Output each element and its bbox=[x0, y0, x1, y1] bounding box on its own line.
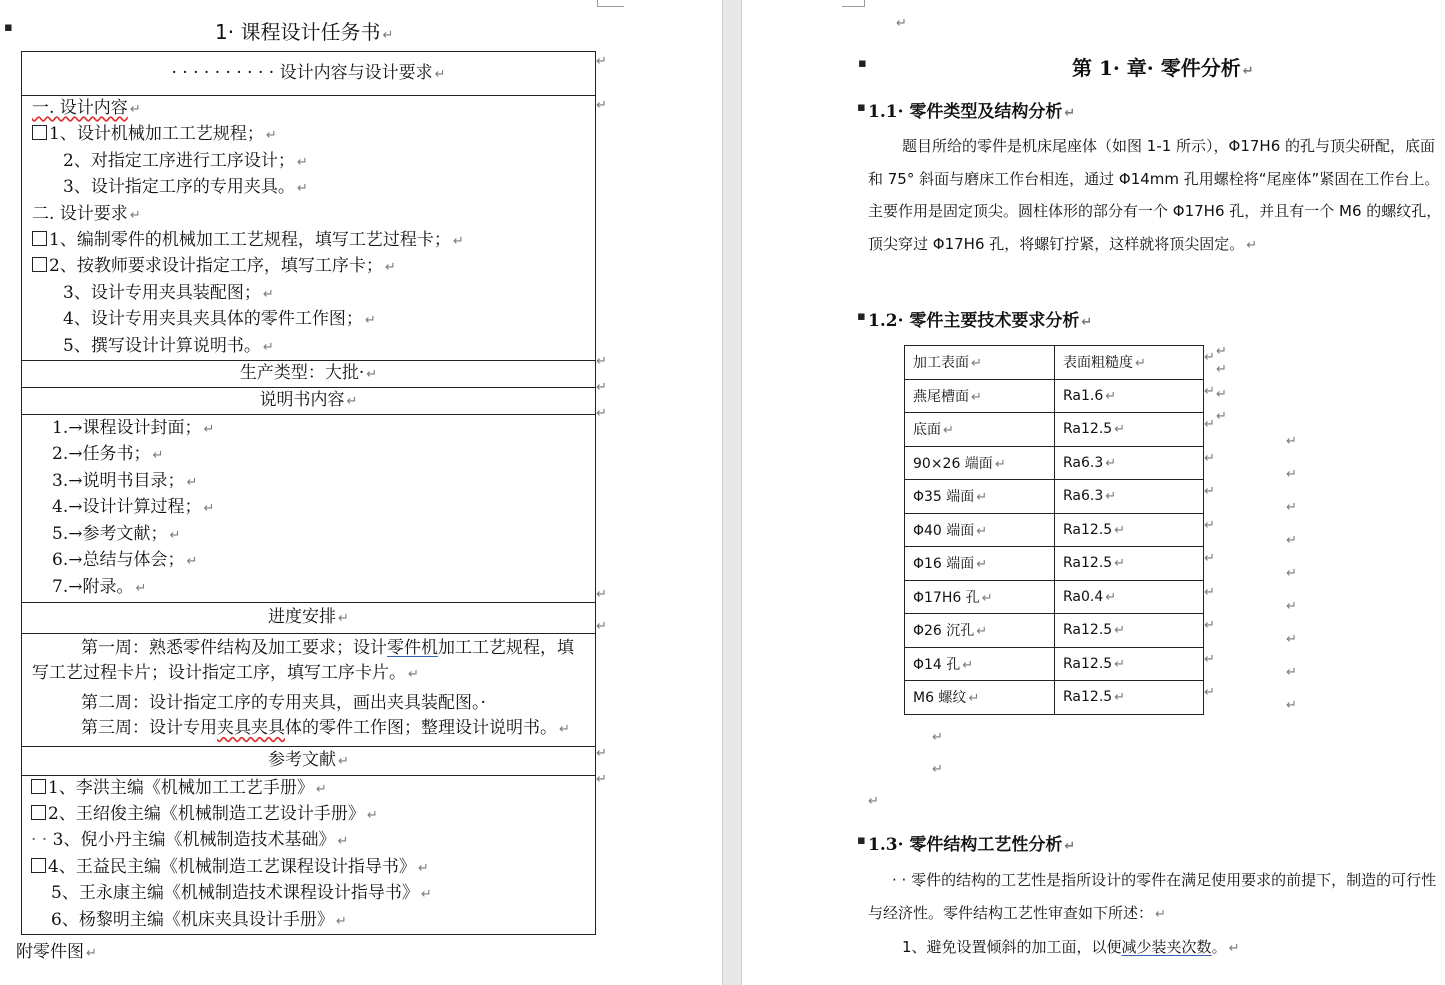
manual-header-cell[interactable]: 说明书内容 ↵ bbox=[22, 388, 596, 415]
line-text: 燕尾槽面 bbox=[913, 388, 969, 405]
schedule-header-cell[interactable]: 进度安排 ↵ bbox=[22, 602, 596, 633]
design-content-line[interactable] bbox=[32, 96, 595, 122]
section-heading-1-1[interactable]: 1.1· 零件类型及结构分析 ↵ bbox=[868, 102, 1076, 122]
checkbox-icon[interactable] bbox=[31, 858, 46, 873]
leader-dots: · · bbox=[31, 830, 53, 851]
roughness-cell[interactable] bbox=[1055, 580, 1204, 614]
paragraph-mark: ↵ bbox=[971, 389, 982, 405]
reference-item[interactable] bbox=[31, 881, 595, 907]
paragraph-mark: ↵ bbox=[152, 448, 164, 464]
line-text: 4、王益民主编《机械制造工艺课程设计指导书》 bbox=[48, 856, 416, 877]
line-text: 一. 设计内容 bbox=[32, 98, 128, 118]
line-text: Ra12.5 bbox=[1063, 555, 1113, 572]
schedule-cell[interactable] bbox=[22, 633, 596, 746]
paragraph-mark: ↵ bbox=[976, 557, 988, 573]
roughness-cell[interactable] bbox=[1055, 513, 1204, 547]
design-content-line[interactable] bbox=[32, 122, 595, 148]
design-content-line[interactable] bbox=[32, 307, 595, 333]
design-content-line[interactable] bbox=[32, 281, 595, 307]
line-text: 7.→附录。 bbox=[52, 576, 134, 597]
line-text: Ra12.5 bbox=[1063, 521, 1113, 538]
line-text: 5、撰写设计计算说明书。 bbox=[63, 335, 261, 356]
manual-list-item[interactable] bbox=[52, 495, 595, 521]
paragraph-mark: ↵ bbox=[1105, 388, 1117, 404]
manual-list-item[interactable] bbox=[52, 575, 595, 601]
roughness-cell[interactable] bbox=[1055, 647, 1204, 681]
paragraph-mark: ↵ bbox=[129, 207, 141, 223]
manual-items-cell[interactable] bbox=[22, 415, 596, 603]
paragraph-mark: ↵ bbox=[135, 580, 147, 596]
roughness-cell[interactable] bbox=[1055, 681, 1204, 715]
surface-cell[interactable] bbox=[905, 614, 1055, 648]
manual-list-item[interactable] bbox=[52, 522, 595, 548]
checkbox-icon[interactable] bbox=[32, 231, 47, 246]
line-text: Ra12.5 bbox=[1063, 655, 1113, 672]
section-1-3-paragraph[interactable]: · · 零件的结构的工艺性是指所设计的零件在满足使用要求的前提下，制造的可行性与经济性。零件结构工艺性审查如下所述： ↵ 1、避免设置倾斜的加工面，以便减少装夹次数。 ↵ bbox=[868, 864, 1445, 966]
line-text: Ra6.3 bbox=[1063, 454, 1104, 471]
page-corner-mark bbox=[597, 0, 624, 7]
line-text: Ra12.5 bbox=[1063, 421, 1113, 438]
line-text: 3.→说明书目录； bbox=[52, 470, 185, 491]
roughness-cell[interactable] bbox=[1055, 614, 1204, 648]
manual-list-item[interactable] bbox=[52, 548, 595, 574]
table-row bbox=[905, 580, 1204, 614]
paragraph-mark: ↵ bbox=[452, 234, 464, 250]
reference-item[interactable] bbox=[31, 855, 595, 881]
surface-cell[interactable] bbox=[905, 480, 1055, 514]
design-content-line[interactable] bbox=[32, 254, 595, 280]
line-text: 1、李洪主编《机械加工工艺手册》 bbox=[48, 777, 314, 798]
paragraph-mark: ↵ bbox=[976, 490, 988, 506]
appendix-label[interactable]: 附零件图 ↵ bbox=[16, 942, 97, 962]
line-text: Φ35 端面 bbox=[913, 489, 975, 506]
paragraph-mark: ↵ bbox=[968, 691, 980, 707]
paragraph-mark: ↵ bbox=[186, 474, 198, 490]
paragraph-mark: ↵ bbox=[262, 286, 274, 302]
line-text: 4、设计专用夹具夹具体的零件工作图； bbox=[63, 309, 363, 330]
line-text: Ra6.3 bbox=[1063, 488, 1104, 505]
chapter-title[interactable]: 第 1· 章· 零件分析 ↵ bbox=[1072, 56, 1254, 80]
table-row bbox=[905, 513, 1204, 547]
document-page-left: ▪ 1· 课程设计任务书 ↵ · · · · · · · · · · 设计内容与设计要求 ↵ 一. 设计内容 ↵ 1、设计机械加工工艺规程； ↵ 2、对指定工序进行工序设计； ↵ 3、设计指定工序的专用夹具。 ↵ 二. 设计要求 ↵ 1、编制零件的机械加工工艺规程，填写工艺过程卡； ↵ 2、按教师要求设计指定工序，填写工序卡； ↵ 3、设计专用夹具装配图； ↵ 4、设计专用夹具夹具体的零件工作图； ↵ 5、撰写设计计算说明书。 ↵ 生产类型：大批· ↵ 说明书内容 ↵ 1.→课程设计封面； ↵ 2.→任务书； ↵ 3.→说明书目录； ↵ 4.→设计计算过程； ↵ 5.→参考文献； ↵ 6.→总结与体会； ↵ 7.→附录。 ↵ 进度安排 ↵ 第一周：熟悉零件结构及加工要求；设计零件机加工工艺规程，填写工艺过程卡片；设计指定工序，填写工序卡片。 ↵ 第二周：设计指定工序的专用夹具，画出夹具装配图。· 第三周：设计专用夹具夹具体的零件工作图；整理设计说明书。 ↵ 参考文献 ↵ 1、李洪主编《机械加工工艺手册》 ↵ 2、王绍俊主编《机械制造工艺设计手册》 ↵ · · 3、倪小丹主编《机械制造技术基础》 ↵ 4、王益民主编《机械制造工艺课程设计指导书》 ↵ 5、王永康主编《机械制造技术课程设计指导书》 ↵ 6、杨黎明主编《机床夹具设计手册》 ↵ ↵ ↵ ↵ ↵ ↵ ↵ ↵ ↵ ↵ 附零件图 ↵ bbox=[0, 0, 722, 985]
paragraph-mark: ↵ bbox=[1105, 589, 1117, 605]
paragraph-mark: ↵ bbox=[1105, 489, 1117, 505]
line-text: 2、对指定工序进行工序设计； bbox=[63, 150, 295, 171]
roughness-cell[interactable] bbox=[1055, 480, 1204, 514]
table-row bbox=[905, 446, 1204, 480]
line-text: Φ17H6 孔 bbox=[913, 589, 980, 606]
section-heading-1-2[interactable]: 1.2· 零件主要技术要求分析 ↵ bbox=[868, 311, 1093, 331]
references-cell[interactable] bbox=[22, 775, 596, 934]
reference-item[interactable] bbox=[31, 908, 595, 934]
checkbox-icon[interactable] bbox=[32, 125, 47, 140]
paragraph-mark: ↵ bbox=[976, 624, 988, 640]
paragraph-mark: ↵ bbox=[296, 181, 308, 197]
paragraph-mark: ↵ bbox=[335, 913, 347, 929]
line-text: 3、设计专用夹具装配图； bbox=[63, 282, 261, 303]
bullet-mark: ▪ bbox=[858, 56, 867, 71]
paragraph-mark: ↵ bbox=[296, 154, 308, 170]
line-text: 5.→参考文献； bbox=[52, 523, 168, 544]
manual-list-item[interactable] bbox=[52, 416, 595, 442]
production-type-cell[interactable]: 生产类型：大批· ↵ bbox=[22, 361, 596, 388]
bullet-mark: ▪ bbox=[857, 833, 866, 848]
schedule-week-2: 第二周：设计指定工序的专用夹具，画出夹具装配图。· bbox=[81, 692, 486, 713]
surface-cell[interactable] bbox=[905, 513, 1055, 547]
reference-item[interactable] bbox=[31, 802, 595, 828]
page-gutter bbox=[722, 0, 742, 985]
paragraph-mark: ↵ bbox=[315, 781, 327, 797]
paragraph-mark: ↵ bbox=[129, 102, 141, 117]
paragraph-mark: ↵ bbox=[1114, 690, 1126, 706]
line-text: 4.→设计计算过程； bbox=[52, 497, 202, 518]
checkbox-icon[interactable] bbox=[31, 805, 46, 820]
references-header-cell[interactable]: 参考文献 ↵ bbox=[22, 746, 596, 775]
line-text: 90×26 端面 bbox=[913, 455, 993, 472]
table-row bbox=[905, 379, 1204, 413]
design-content-line[interactable] bbox=[32, 202, 595, 228]
design-content-line[interactable] bbox=[32, 228, 595, 254]
line-text: 2、王绍俊主编《机械制造工艺设计手册》 bbox=[48, 803, 365, 824]
line-text: 6、杨黎明主编《机床夹具设计手册》 bbox=[51, 909, 334, 930]
paragraph-mark: ↵ bbox=[1114, 623, 1126, 639]
manual-list-item[interactable] bbox=[52, 469, 595, 495]
line-text: M6 螺纹 bbox=[913, 690, 967, 707]
line-text: 1、编制零件的机械加工工艺规程，填写工艺过程卡； bbox=[49, 230, 451, 251]
line-text: 2.→任务书； bbox=[52, 444, 151, 465]
roughness-cell[interactable] bbox=[1055, 446, 1204, 480]
surface-cell[interactable] bbox=[905, 681, 1055, 715]
paragraph-mark: ↵ bbox=[364, 313, 376, 329]
document-page-right: ↵ ▪ 第 1· 章· 零件分析 ↵ ▪ 1.1· 零件类型及结构分析 ↵ 题目所给的零件是机床尾座体（如图 1-1 所示），Φ17H6 的孔与顶尖研配，底面和 75° 斜面与磨床工作台相连，通过 Φ14mm 孔用螺栓将“尾座体”紧固在工作台上。主要作用是固定顶尖。圆柱体形的部分有一个 Φ17H6 孔，并且有一个 M6 的螺纹孔，顶尖穿过 Φ17H6 孔，将螺钉拧紧，这样就将顶尖固定。 ↵ ▪ 1.2· 零件主要技术要求分析 ↵ 加工表面 ↵ 表面粗糙度 ↵ 燕尾槽面 ↵ Ra1.6 ↵ 底面 ↵ Ra12.5 ↵ 90×26 端面 ↵ Ra6.3 ↵ Φ35 端面 ↵ Ra6.3 ↵ Φ40 端面 ↵ Ra12.5 ↵ Φ16 端面 ↵ Ra12.5 ↵ Φ17H6 孔 ↵ Ra0.4 ↵ Φ26 沉孔 ↵ Ra12.5 ↵ Φ14 孔 ↵ Ra12.5 ↵ M6 螺纹 ↵ Ra12.5 ↵ ↵ ↵ ↵ ↵ ↵ ↵ ↵ ↵ ↵ ↵ ↵ ↵ ↵ ↵ ↵ ↵ ↵ ↵ ↵ ↵ ↵ ↵ ↵ ↵ ↵ ↵ ↵ ▪ 1.3· 零件结构工艺性分析 ↵ · · 零件的结构的工艺性是指所设计的零件在满足使用要求的前提下，制造的可行性与经济性。零件结构工艺性审查如下所述： ↵ 1、避免设置倾斜的加工面，以便减少装夹次数。 ↵ bbox=[742, 0, 1445, 985]
section-1-3-list-item: 1、避免设置倾斜的加工面，以便减少装夹次数。 ↵ bbox=[902, 938, 1240, 957]
surface-cell[interactable] bbox=[905, 647, 1055, 681]
task-table[interactable] bbox=[21, 51, 596, 935]
bullet-mark: ▪ bbox=[857, 100, 866, 115]
bullet-mark: ▪ bbox=[857, 309, 866, 324]
paragraph-mark: ↵ bbox=[1114, 656, 1126, 672]
section-1-1-paragraph[interactable]: 题目所给的零件是机床尾座体（如图 1-1 所示），Φ17H6 的孔与顶尖研配，底面和 75° 斜面与磨床工作台相连，通过 Φ14mm 孔用螺栓将“尾座体”紧固在工作台上。主要作用是固定顶尖。圆柱体形的部分有一个 Φ17H6 孔，并且有一个 M6 的螺纹孔，顶尖穿过 Φ17H6 孔，将螺钉拧紧，这样就将顶尖固定。 ↵ bbox=[868, 137, 1442, 253]
page-corner-mark bbox=[842, 0, 865, 7]
table-row bbox=[905, 614, 1204, 648]
line-text: 5、王永康主编《机械制造技术课程设计指导书》 bbox=[51, 883, 419, 904]
reference-item[interactable] bbox=[31, 828, 595, 854]
empty-paragraph-mark: ↵ bbox=[896, 16, 907, 31]
line-text: 6.→总结与体会； bbox=[52, 550, 185, 571]
line-text: 1、设计机械加工工艺规程； bbox=[49, 124, 264, 145]
paragraph-mark: ↵ bbox=[994, 456, 1006, 472]
surface-cell[interactable] bbox=[905, 379, 1055, 413]
line-text: Ra1.6 bbox=[1063, 387, 1104, 404]
line-text: 2、按教师要求设计指定工序，填写工序卡； bbox=[49, 256, 383, 277]
surface-cell[interactable] bbox=[905, 547, 1055, 581]
line-text: Φ26 沉孔 bbox=[913, 623, 975, 640]
paragraph-mark: ↵ bbox=[384, 260, 396, 276]
paragraph-mark: ↵ bbox=[337, 834, 349, 850]
paragraph-mark: ↵ bbox=[1114, 556, 1126, 572]
paragraph-mark: ↵ bbox=[976, 523, 988, 539]
surface-cell[interactable] bbox=[905, 580, 1055, 614]
table-row bbox=[905, 480, 1204, 514]
table-row bbox=[905, 547, 1204, 581]
paragraph-mark: ↵ bbox=[1114, 522, 1126, 538]
paragraph-mark: ↵ bbox=[186, 554, 198, 570]
roughness-cell[interactable] bbox=[1055, 547, 1204, 581]
reference-item[interactable] bbox=[31, 776, 595, 802]
line-text: Φ40 端面 bbox=[913, 522, 975, 539]
roughness-cell[interactable] bbox=[1055, 379, 1204, 413]
line-text: 3、设计指定工序的专用夹具。 bbox=[63, 177, 295, 198]
line-text: Φ16 端面 bbox=[913, 556, 975, 573]
paragraph-mark: ↵ bbox=[1105, 455, 1117, 471]
design-content-line[interactable] bbox=[32, 149, 595, 175]
line-text: 1.→课程设计封面； bbox=[52, 418, 202, 439]
table-row bbox=[905, 681, 1204, 715]
paragraph-mark: ↵ bbox=[262, 339, 274, 355]
bullet-mark: ▪ bbox=[4, 20, 13, 35]
line-text: 3、倪小丹主编《机械制造技术基础》 bbox=[52, 830, 336, 851]
surface-cell[interactable] bbox=[905, 413, 1055, 447]
line-text: Ra0.4 bbox=[1063, 588, 1104, 605]
design-content-line[interactable] bbox=[32, 334, 595, 360]
paragraph-mark: ↵ bbox=[169, 527, 181, 543]
section-heading-1-3[interactable]: 1.3· 零件结构工艺性分析 ↵ bbox=[868, 835, 1076, 855]
paragraph-mark: ↵ bbox=[943, 423, 954, 439]
paragraph-mark: ↵ bbox=[265, 128, 277, 144]
manual-list-item[interactable] bbox=[52, 442, 595, 468]
checkbox-icon[interactable] bbox=[31, 779, 46, 794]
table-row bbox=[905, 647, 1204, 681]
col-header-surface: 加工表面 ↵ bbox=[905, 346, 1055, 380]
line-text: 底面 bbox=[913, 422, 941, 439]
roughness-table[interactable] bbox=[904, 345, 1204, 715]
paragraph-mark: ↵ bbox=[981, 590, 993, 606]
col-header-roughness: 表面粗糙度 ↵ bbox=[1055, 346, 1204, 380]
surface-cell[interactable] bbox=[905, 446, 1055, 480]
line-text: 二. 设计要求 bbox=[32, 203, 128, 224]
paragraph-mark: ↵ bbox=[1114, 422, 1126, 438]
paragraph-mark: ↵ bbox=[203, 422, 215, 438]
paragraph-mark: ↵ bbox=[417, 860, 429, 876]
table-header-row bbox=[905, 346, 1204, 380]
roughness-cell[interactable] bbox=[1055, 413, 1204, 447]
schedule-week-3: 第三周：设计专用夹具夹具体的零件工作图；整理设计说明书。 ↵ bbox=[81, 718, 570, 739]
line-text: Ra12.5 bbox=[1063, 622, 1113, 639]
checkbox-icon[interactable] bbox=[32, 257, 47, 272]
paragraph-mark: ↵ bbox=[203, 501, 215, 517]
table-row bbox=[905, 413, 1204, 447]
paragraph-mark: ↵ bbox=[366, 807, 378, 823]
paragraph-mark: ↵ bbox=[962, 657, 974, 673]
paragraph-mark: ↵ bbox=[420, 887, 432, 903]
line-text: Ra12.5 bbox=[1063, 689, 1113, 706]
design-content-cell[interactable] bbox=[22, 96, 596, 361]
page-title[interactable]: 1· 课程设计任务书 ↵ bbox=[215, 20, 394, 44]
schedule-week-1: 第一周：熟悉零件结构及加工要求；设计零件机加工工艺规程，填写工艺过程卡片；设计指定工序，填写工序卡片。 ↵ bbox=[32, 637, 574, 684]
table-header-design[interactable]: · · · · · · · · · · 设计内容与设计要求 ↵ bbox=[22, 52, 596, 96]
design-content-line[interactable] bbox=[32, 175, 595, 201]
line-text: Φ14 孔 bbox=[913, 656, 961, 673]
